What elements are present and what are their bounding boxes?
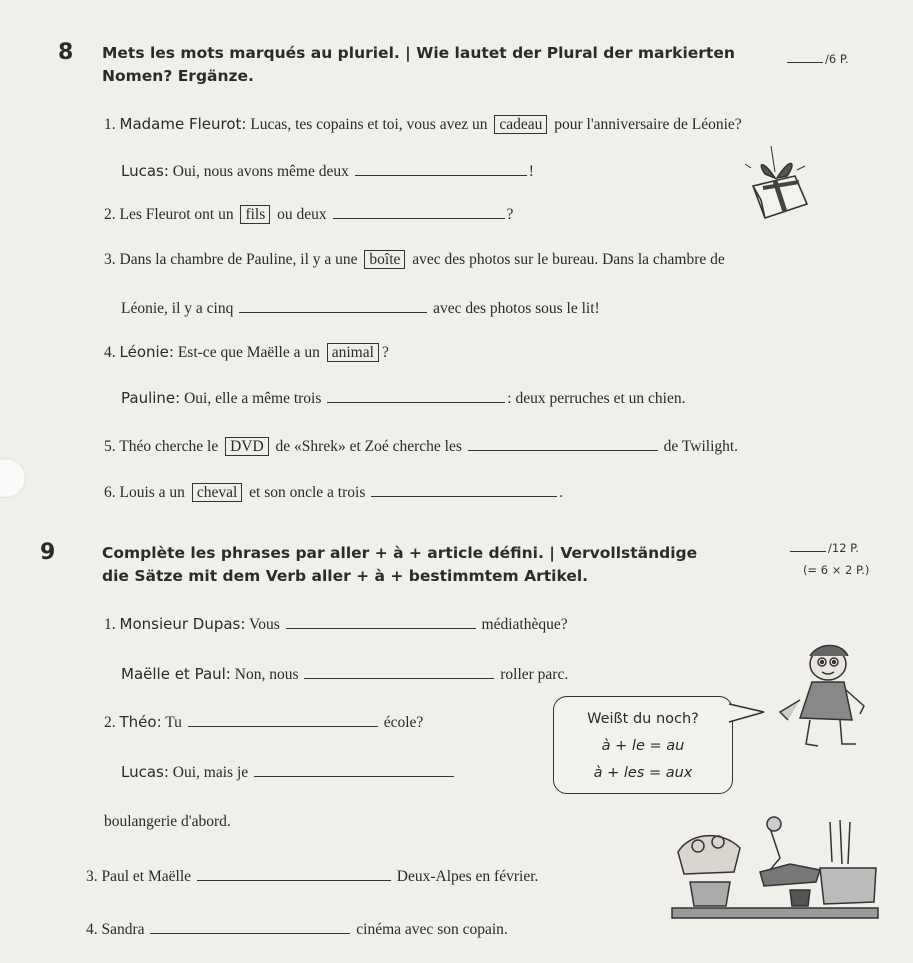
marked-word: boîte: [364, 250, 405, 269]
item-number: 4.: [104, 344, 116, 361]
grammar-hint-bubble: [553, 696, 733, 794]
sentence-text: Non, nous: [234, 666, 299, 683]
ex9-item2-line3: boulangerie d'abord.: [104, 813, 231, 830]
marked-word: cadeau: [494, 115, 547, 134]
sentence-text: de «Shrek» et Zoé cherche les: [275, 438, 462, 455]
sentence-text: Théo cherche le: [119, 438, 219, 455]
speaker: Maëlle et Paul:: [121, 665, 231, 683]
item-number: 6.: [104, 484, 116, 501]
sentence-text: roller parc.: [500, 666, 569, 683]
answer-blank[interactable]: [304, 664, 494, 679]
sentence-text: école?: [383, 714, 424, 731]
hint-rule-aux: à + les = aux: [593, 765, 693, 781]
speaker: Léonie:: [119, 343, 174, 361]
points-blank[interactable]: [790, 541, 826, 552]
exercise-8-instruction-line2: Nomen? Ergänze.: [102, 67, 254, 85]
ex9-item4: [86, 919, 508, 940]
item-number: 3.: [104, 251, 116, 268]
ex8-item1-answer: [121, 161, 534, 182]
exercise-9-instruction-line2: die Sätze mit dem Verb aller + à + bestimmtem Artikel.: [102, 567, 589, 585]
sentence-text: et son oncle a trois: [249, 484, 366, 501]
item-number: 1.: [104, 616, 116, 633]
sentence-text: de Twilight.: [663, 438, 739, 455]
ex9-item2-question: [104, 712, 423, 733]
sentence-text: Léonie, il y a cinq: [121, 300, 234, 317]
punctuation: ?: [506, 206, 514, 223]
punctuation: ?: [381, 344, 389, 361]
ex8-item5: [104, 436, 738, 457]
marked-word: DVD: [225, 437, 269, 456]
ex9-item1-question: [104, 614, 568, 635]
cartoon-boy-illustration: [760, 640, 870, 760]
marked-word: cheval: [192, 483, 242, 502]
exercise-8-number: 8: [58, 40, 74, 65]
answer-blank[interactable]: [327, 388, 505, 403]
sentence-text: Est-ce que Maëlle a un: [177, 344, 320, 361]
hint-title: Weißt du noch?: [587, 711, 699, 727]
ex9-item3: [86, 866, 538, 887]
sentence-text: ou deux: [277, 206, 327, 223]
ex8-item4-answer: [121, 388, 685, 409]
answer-blank[interactable]: [286, 614, 476, 629]
ex8-item3-line1: [104, 250, 725, 270]
sentence-text: Oui, mais je: [172, 764, 249, 781]
answer-blank[interactable]: [239, 298, 427, 313]
ex9-item2-answer: [121, 762, 456, 783]
sentence-text: Dans la chambre de Pauline, il y a une: [119, 251, 358, 268]
sentence-text: cinéma avec son copain.: [356, 921, 508, 938]
marked-word: fils: [240, 205, 270, 224]
sentence-text: Deux-Alpes en février.: [396, 868, 539, 885]
sentence-text: médiathèque?: [481, 616, 568, 633]
answer-blank[interactable]: [188, 712, 378, 727]
hint-rule-au: à + le = au: [601, 738, 685, 754]
speaker: Pauline:: [121, 389, 181, 407]
sentence-text: avec des photos sous le lit!: [433, 300, 600, 317]
sentence-text: Oui, elle a même trois: [184, 390, 322, 407]
item-number: 2.: [104, 714, 116, 731]
speaker: Théo:: [119, 713, 162, 731]
answer-blank[interactable]: [371, 482, 557, 497]
exercise-9-points-detail: (= 6 × 2 P.): [803, 563, 870, 577]
speaker: Lucas:: [121, 162, 169, 180]
exercise-8-instruction-line1: Mets les mots marqués au pluriel. | Wie lautet der Plural der markierten: [102, 44, 735, 62]
points-blank[interactable]: [787, 52, 823, 63]
answer-blank[interactable]: [150, 919, 350, 934]
speaker: Madame Fleurot:: [119, 115, 247, 133]
exercise-9-number: 9: [40, 540, 56, 565]
points-label: /12 P.: [828, 541, 859, 555]
answer-blank[interactable]: [355, 161, 527, 176]
sentence-text: Les Fleurot ont un: [119, 206, 234, 223]
item-number: 1.: [104, 116, 116, 133]
exercise-9-points: [790, 541, 859, 555]
exercise-8-points: [787, 52, 849, 66]
answer-blank[interactable]: [468, 436, 658, 451]
ex8-item2: [104, 204, 513, 225]
exercise-9-instruction-line1: Complète les phrases par aller + à + article défini. | Vervollständige: [102, 544, 698, 562]
sentence-text: Louis a un: [119, 484, 185, 501]
item-number: 2.: [104, 206, 116, 223]
answer-blank[interactable]: [254, 762, 454, 777]
punctuation: !: [528, 163, 534, 180]
speaker: Monsieur Dupas:: [119, 615, 246, 633]
speaker: Lucas:: [121, 763, 169, 781]
sentence-text: Vous: [249, 616, 280, 633]
sentence-text: : deux perruches et un chien.: [507, 390, 686, 407]
ex8-item6: [104, 482, 563, 503]
ex8-item3-line2: [121, 298, 600, 319]
punch-hole: [0, 458, 26, 498]
gift-illustration: [735, 142, 825, 224]
punctuation: .: [559, 484, 564, 501]
ex8-item1-question: [104, 114, 742, 135]
sentence-text: Sandra: [101, 921, 145, 938]
sentence-text: Oui, nous avons même deux: [172, 163, 349, 180]
sentence-text: Lucas, tes copains et toi, vous avez un: [250, 116, 488, 133]
answer-blank[interactable]: [333, 204, 505, 219]
item-number: 4.: [86, 921, 98, 938]
item-number: 5.: [104, 438, 116, 455]
ex8-item4-question: [104, 342, 389, 363]
sentence-text: Tu: [165, 714, 182, 731]
item-number: 3.: [86, 868, 98, 885]
answer-blank[interactable]: [197, 866, 391, 881]
sentence-text: Paul et Maëlle: [101, 868, 192, 885]
marked-word: animal: [327, 343, 379, 362]
points-label: /6 P.: [825, 52, 849, 66]
activities-illustration: [670, 812, 880, 922]
sentence-text: pour l'anniversaire de Léonie?: [554, 116, 742, 133]
ex9-item1-answer: [121, 664, 568, 685]
sentence-text: avec des photos sur le bureau. Dans la chambre de: [412, 251, 725, 268]
